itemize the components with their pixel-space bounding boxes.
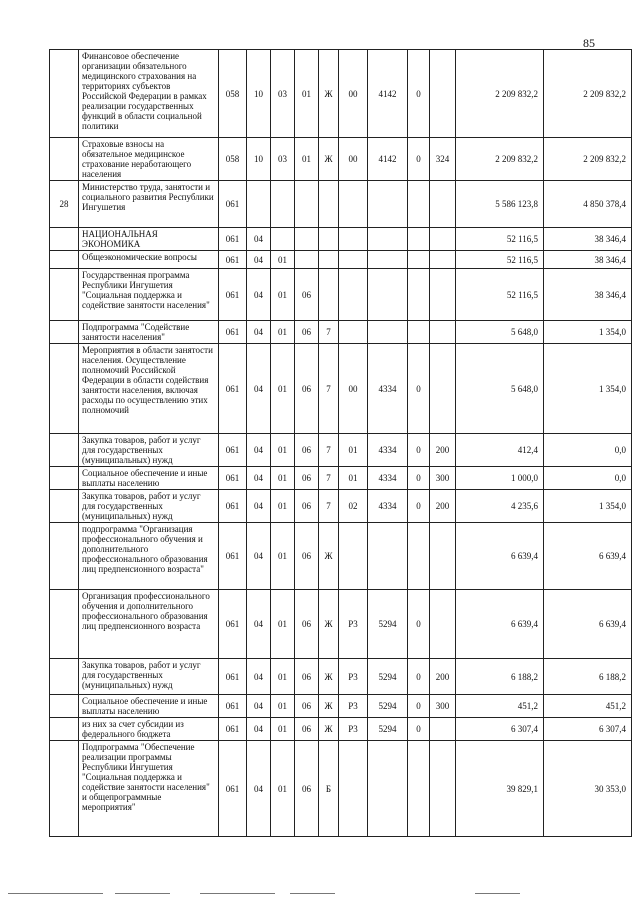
row-code-c7: 4334 xyxy=(368,467,408,490)
row-code-c1: 061 xyxy=(219,659,247,695)
row-amount-v1: 1 000,0 xyxy=(456,467,544,490)
row-code-c1: 061 xyxy=(219,590,247,659)
row-number xyxy=(50,718,79,741)
row-code-c1: 061 xyxy=(219,490,247,523)
row-amount-v1: 52 116,5 xyxy=(456,228,544,251)
row-code-c4: 06 xyxy=(295,490,319,523)
row-code-c8: 0 xyxy=(408,467,430,490)
row-code-c5 xyxy=(319,181,339,228)
row-name: Закупка товаров, работ и услуг для государственных (муниципальных) нужд xyxy=(79,490,219,523)
row-code-c2: 04 xyxy=(247,228,271,251)
row-name: из них за счет субсидии из федерального бюджета xyxy=(79,718,219,741)
row-code-c3: 01 xyxy=(271,490,295,523)
row-code-c2: 10 xyxy=(247,50,271,138)
table-row xyxy=(50,467,632,490)
row-code-c2: 04 xyxy=(247,467,271,490)
row-code-c6: Р3 xyxy=(339,590,368,659)
table-row xyxy=(50,321,632,344)
row-amount-v2: 1 354,0 xyxy=(544,490,632,523)
row-code-c4: 06 xyxy=(295,590,319,659)
row-code-c4: 06 xyxy=(295,269,319,321)
row-code-c8 xyxy=(408,228,430,251)
row-amount-v1: 52 116,5 xyxy=(456,269,544,321)
row-code-c2: 04 xyxy=(247,695,271,718)
row-amount-v1: 5 648,0 xyxy=(456,321,544,344)
row-code-c2: 10 xyxy=(247,138,271,181)
row-code-c6 xyxy=(339,269,368,321)
row-code-c9 xyxy=(430,718,456,741)
row-amount-v1: 2 209 832,2 xyxy=(456,138,544,181)
row-amount-v1: 6 188,2 xyxy=(456,659,544,695)
row-code-c5: Ж xyxy=(319,695,339,718)
row-code-c9 xyxy=(430,523,456,590)
row-code-c6 xyxy=(339,321,368,344)
row-amount-v2: 4 850 378,4 xyxy=(544,181,632,228)
row-code-c9 xyxy=(430,181,456,228)
row-code-c4: 06 xyxy=(295,434,319,467)
row-code-c3: 01 xyxy=(271,659,295,695)
table-row xyxy=(50,344,632,434)
row-amount-v2: 6 639,4 xyxy=(544,523,632,590)
row-code-c7 xyxy=(368,181,408,228)
row-code-c8: 0 xyxy=(408,490,430,523)
row-code-c4: 01 xyxy=(295,50,319,138)
row-amount-v1: 6 307,4 xyxy=(456,718,544,741)
row-number: 28 xyxy=(50,181,79,228)
row-code-c3: 01 xyxy=(271,321,295,344)
row-amount-v1: 412,4 xyxy=(456,434,544,467)
row-code-c5 xyxy=(319,269,339,321)
row-code-c2: 04 xyxy=(247,741,271,837)
table-row xyxy=(50,138,632,181)
row-code-c3: 01 xyxy=(271,590,295,659)
row-number xyxy=(50,50,79,138)
row-amount-v2: 6 307,4 xyxy=(544,718,632,741)
row-code-c4: 06 xyxy=(295,741,319,837)
row-code-c7: 5294 xyxy=(368,695,408,718)
row-amount-v2: 30 353,0 xyxy=(544,741,632,837)
row-code-c9 xyxy=(430,741,456,837)
row-code-c9: 200 xyxy=(430,490,456,523)
row-name: Государственная программа Республики Ингушетия "Социальная поддержка и содействие занятости населения" xyxy=(79,269,219,321)
row-number xyxy=(50,659,79,695)
table-row xyxy=(50,228,632,251)
row-name: Страховые взносы на обязательное медицинское страхование неработающего населения xyxy=(79,138,219,181)
footer-rule xyxy=(290,893,335,894)
row-code-c1: 061 xyxy=(219,695,247,718)
table-row xyxy=(50,251,632,269)
row-code-c6 xyxy=(339,228,368,251)
row-code-c8 xyxy=(408,741,430,837)
row-code-c1: 058 xyxy=(219,138,247,181)
row-code-c6: 02 xyxy=(339,490,368,523)
row-code-c3 xyxy=(271,181,295,228)
row-code-c3: 01 xyxy=(271,467,295,490)
row-code-c4: 01 xyxy=(295,138,319,181)
row-amount-v1: 6 639,4 xyxy=(456,590,544,659)
row-code-c8: 0 xyxy=(408,590,430,659)
row-number xyxy=(50,523,79,590)
row-code-c9 xyxy=(430,590,456,659)
row-code-c8 xyxy=(408,181,430,228)
row-number xyxy=(50,695,79,718)
row-code-c5: Ж xyxy=(319,523,339,590)
row-code-c7: 4334 xyxy=(368,434,408,467)
row-code-c3: 01 xyxy=(271,251,295,269)
row-code-c5: Ж xyxy=(319,659,339,695)
row-code-c1: 061 xyxy=(219,718,247,741)
table-row xyxy=(50,695,632,718)
row-amount-v1: 4 235,6 xyxy=(456,490,544,523)
row-code-c5 xyxy=(319,228,339,251)
row-number xyxy=(50,490,79,523)
row-code-c8: 0 xyxy=(408,659,430,695)
row-code-c3: 01 xyxy=(271,718,295,741)
row-code-c7 xyxy=(368,741,408,837)
row-code-c7: 4334 xyxy=(368,344,408,434)
row-code-c3: 01 xyxy=(271,269,295,321)
row-amount-v2: 6 188,2 xyxy=(544,659,632,695)
row-code-c5: 7 xyxy=(319,434,339,467)
row-code-c8: 0 xyxy=(408,718,430,741)
row-code-c1: 061 xyxy=(219,523,247,590)
row-code-c2: 04 xyxy=(247,269,271,321)
row-code-c9: 300 xyxy=(430,695,456,718)
row-code-c7: 5294 xyxy=(368,718,408,741)
row-name: НАЦИОНАЛЬНАЯ ЭКОНОМИКА xyxy=(79,228,219,251)
row-number xyxy=(50,269,79,321)
row-code-c6 xyxy=(339,251,368,269)
row-name: Подпрограмма "Обеспечение реализации программы Республики Ингушетия "Социальная поддержка и содействие занятости населения" и общепрограммные мероприятия" xyxy=(79,741,219,837)
row-code-c9 xyxy=(430,251,456,269)
row-code-c6 xyxy=(339,181,368,228)
row-code-c2: 04 xyxy=(247,321,271,344)
row-code-c1: 061 xyxy=(219,181,247,228)
row-code-c3: 01 xyxy=(271,434,295,467)
row-amount-v2: 1 354,0 xyxy=(544,344,632,434)
row-code-c7: 4142 xyxy=(368,50,408,138)
row-amount-v2: 0,0 xyxy=(544,434,632,467)
row-code-c6: 00 xyxy=(339,50,368,138)
row-code-c4: 06 xyxy=(295,467,319,490)
row-code-c4: 06 xyxy=(295,321,319,344)
row-number xyxy=(50,434,79,467)
row-code-c6: 01 xyxy=(339,434,368,467)
row-code-c4: 06 xyxy=(295,523,319,590)
row-code-c7: 5294 xyxy=(368,659,408,695)
row-code-c2: 04 xyxy=(247,344,271,434)
row-number xyxy=(50,321,79,344)
row-amount-v2: 1 354,0 xyxy=(544,321,632,344)
row-code-c5: 7 xyxy=(319,321,339,344)
row-code-c1: 061 xyxy=(219,228,247,251)
table-row xyxy=(50,269,632,321)
row-amount-v2: 6 639,4 xyxy=(544,590,632,659)
row-code-c4 xyxy=(295,181,319,228)
row-code-c2: 04 xyxy=(247,490,271,523)
row-code-c1: 061 xyxy=(219,467,247,490)
row-number xyxy=(50,138,79,181)
row-code-c6: 01 xyxy=(339,467,368,490)
row-number xyxy=(50,228,79,251)
row-code-c6 xyxy=(339,523,368,590)
row-code-c6: 00 xyxy=(339,138,368,181)
row-code-c1: 061 xyxy=(219,434,247,467)
row-code-c5 xyxy=(319,251,339,269)
row-code-c5: Ж xyxy=(319,718,339,741)
row-code-c4: 06 xyxy=(295,344,319,434)
row-code-c2: 04 xyxy=(247,251,271,269)
row-amount-v1: 5 648,0 xyxy=(456,344,544,434)
row-code-c8: 0 xyxy=(408,434,430,467)
footer-rule xyxy=(8,893,103,894)
row-code-c6 xyxy=(339,741,368,837)
row-code-c7 xyxy=(368,523,408,590)
row-code-c7: 5294 xyxy=(368,590,408,659)
budget-table xyxy=(49,49,632,837)
row-code-c1: 058 xyxy=(219,50,247,138)
row-name: Закупка товаров, работ и услуг для государственных (муниципальных) нужд xyxy=(79,434,219,467)
row-code-c8: 0 xyxy=(408,138,430,181)
row-amount-v2: 38 346,4 xyxy=(544,251,632,269)
row-code-c2: 04 xyxy=(247,718,271,741)
row-code-c4: 06 xyxy=(295,659,319,695)
row-code-c3: 01 xyxy=(271,695,295,718)
row-amount-v1: 52 116,5 xyxy=(456,251,544,269)
row-name: Социальное обеспечение и иные выплаты населению xyxy=(79,695,219,718)
row-amount-v2: 2 209 832,2 xyxy=(544,138,632,181)
row-amount-v1: 39 829,1 xyxy=(456,741,544,837)
row-code-c5: 7 xyxy=(319,344,339,434)
footer-rule xyxy=(115,893,170,894)
row-amount-v1: 2 209 832,2 xyxy=(456,50,544,138)
table-row xyxy=(50,490,632,523)
row-code-c2: 04 xyxy=(247,659,271,695)
row-code-c3: 03 xyxy=(271,50,295,138)
row-code-c2: 04 xyxy=(247,590,271,659)
row-code-c9 xyxy=(430,50,456,138)
row-code-c6: 00 xyxy=(339,344,368,434)
row-code-c4: 06 xyxy=(295,718,319,741)
row-amount-v1: 451,2 xyxy=(456,695,544,718)
row-code-c3: 01 xyxy=(271,344,295,434)
row-amount-v1: 5 586 123,8 xyxy=(456,181,544,228)
row-code-c2: 04 xyxy=(247,523,271,590)
row-code-c7 xyxy=(368,321,408,344)
row-code-c5: Ж xyxy=(319,590,339,659)
footer-rule xyxy=(475,893,520,894)
row-code-c9 xyxy=(430,321,456,344)
table-body xyxy=(50,50,632,837)
row-name: Организация профессионального обучения и дополнительного профессионального образования лиц предпенсионного возраста xyxy=(79,590,219,659)
row-code-c1: 061 xyxy=(219,741,247,837)
row-amount-v2: 2 209 832,2 xyxy=(544,50,632,138)
row-code-c3: 01 xyxy=(271,523,295,590)
table-row xyxy=(50,523,632,590)
row-code-c9: 324 xyxy=(430,138,456,181)
row-code-c8 xyxy=(408,251,430,269)
row-code-c9: 300 xyxy=(430,467,456,490)
row-code-c5: Б xyxy=(319,741,339,837)
row-code-c9 xyxy=(430,269,456,321)
page-number: 85 xyxy=(583,36,595,50)
row-code-c3: 03 xyxy=(271,138,295,181)
row-code-c9 xyxy=(430,344,456,434)
row-amount-v2: 0,0 xyxy=(544,467,632,490)
row-name: Подпрограмма "Содействие занятости населения" xyxy=(79,321,219,344)
row-code-c7 xyxy=(368,251,408,269)
row-code-c4 xyxy=(295,228,319,251)
table-row xyxy=(50,659,632,695)
row-code-c7 xyxy=(368,269,408,321)
row-code-c5: Ж xyxy=(319,50,339,138)
row-name: подпрограмма "Организация профессионального обучения и дополнительного профессионального образования лиц предпенсионного возраста" xyxy=(79,523,219,590)
row-code-c2 xyxy=(247,181,271,228)
row-number xyxy=(50,590,79,659)
row-amount-v2: 38 346,4 xyxy=(544,228,632,251)
row-name: Мероприятия в области занятости населения. Осуществление полномочий Российской Федерации в области содействия занятости населения, включая расходы по осуществлению этих полномочий xyxy=(79,344,219,434)
row-code-c3: 01 xyxy=(271,741,295,837)
table-row xyxy=(50,50,632,138)
table-row xyxy=(50,741,632,837)
row-amount-v2: 451,2 xyxy=(544,695,632,718)
row-code-c6: Р3 xyxy=(339,718,368,741)
row-code-c7: 4334 xyxy=(368,490,408,523)
row-code-c2: 04 xyxy=(247,434,271,467)
row-number xyxy=(50,741,79,837)
footer-rule xyxy=(200,893,275,894)
row-code-c8 xyxy=(408,269,430,321)
row-name: Финансовое обеспечение организации обязательного медицинского страхования на территориях субъектов Российской Федерации в рамках реализации государственных функций в области социальной политики xyxy=(79,50,219,138)
row-code-c4 xyxy=(295,251,319,269)
row-amount-v2: 38 346,4 xyxy=(544,269,632,321)
row-code-c8 xyxy=(408,321,430,344)
row-code-c9: 200 xyxy=(430,659,456,695)
row-name: Министерство труда, занятости и социального развития Республики Ингушетия xyxy=(79,181,219,228)
row-code-c1: 061 xyxy=(219,251,247,269)
row-code-c9 xyxy=(430,228,456,251)
row-amount-v1: 6 639,4 xyxy=(456,523,544,590)
table-row xyxy=(50,590,632,659)
row-number xyxy=(50,467,79,490)
row-code-c7: 4142 xyxy=(368,138,408,181)
row-name: Общеэкономические вопросы xyxy=(79,251,219,269)
table-row xyxy=(50,718,632,741)
row-code-c8: 0 xyxy=(408,695,430,718)
row-code-c4: 06 xyxy=(295,695,319,718)
table-row xyxy=(50,181,632,228)
row-code-c7 xyxy=(368,228,408,251)
row-number xyxy=(50,251,79,269)
row-name: Закупка товаров, работ и услуг для государственных (муниципальных) нужд xyxy=(79,659,219,695)
row-code-c9: 200 xyxy=(430,434,456,467)
row-name: Социальное обеспечение и иные выплаты населению xyxy=(79,467,219,490)
row-code-c8: 0 xyxy=(408,344,430,434)
row-code-c5: 7 xyxy=(319,490,339,523)
row-number xyxy=(50,344,79,434)
row-code-c6: Р3 xyxy=(339,695,368,718)
row-code-c3 xyxy=(271,228,295,251)
row-code-c5: Ж xyxy=(319,138,339,181)
row-code-c1: 061 xyxy=(219,269,247,321)
row-code-c5: 7 xyxy=(319,467,339,490)
row-code-c8 xyxy=(408,523,430,590)
table-row xyxy=(50,434,632,467)
row-code-c1: 061 xyxy=(219,321,247,344)
row-code-c8: 0 xyxy=(408,50,430,138)
row-code-c1: 061 xyxy=(219,344,247,434)
row-code-c6: Р3 xyxy=(339,659,368,695)
